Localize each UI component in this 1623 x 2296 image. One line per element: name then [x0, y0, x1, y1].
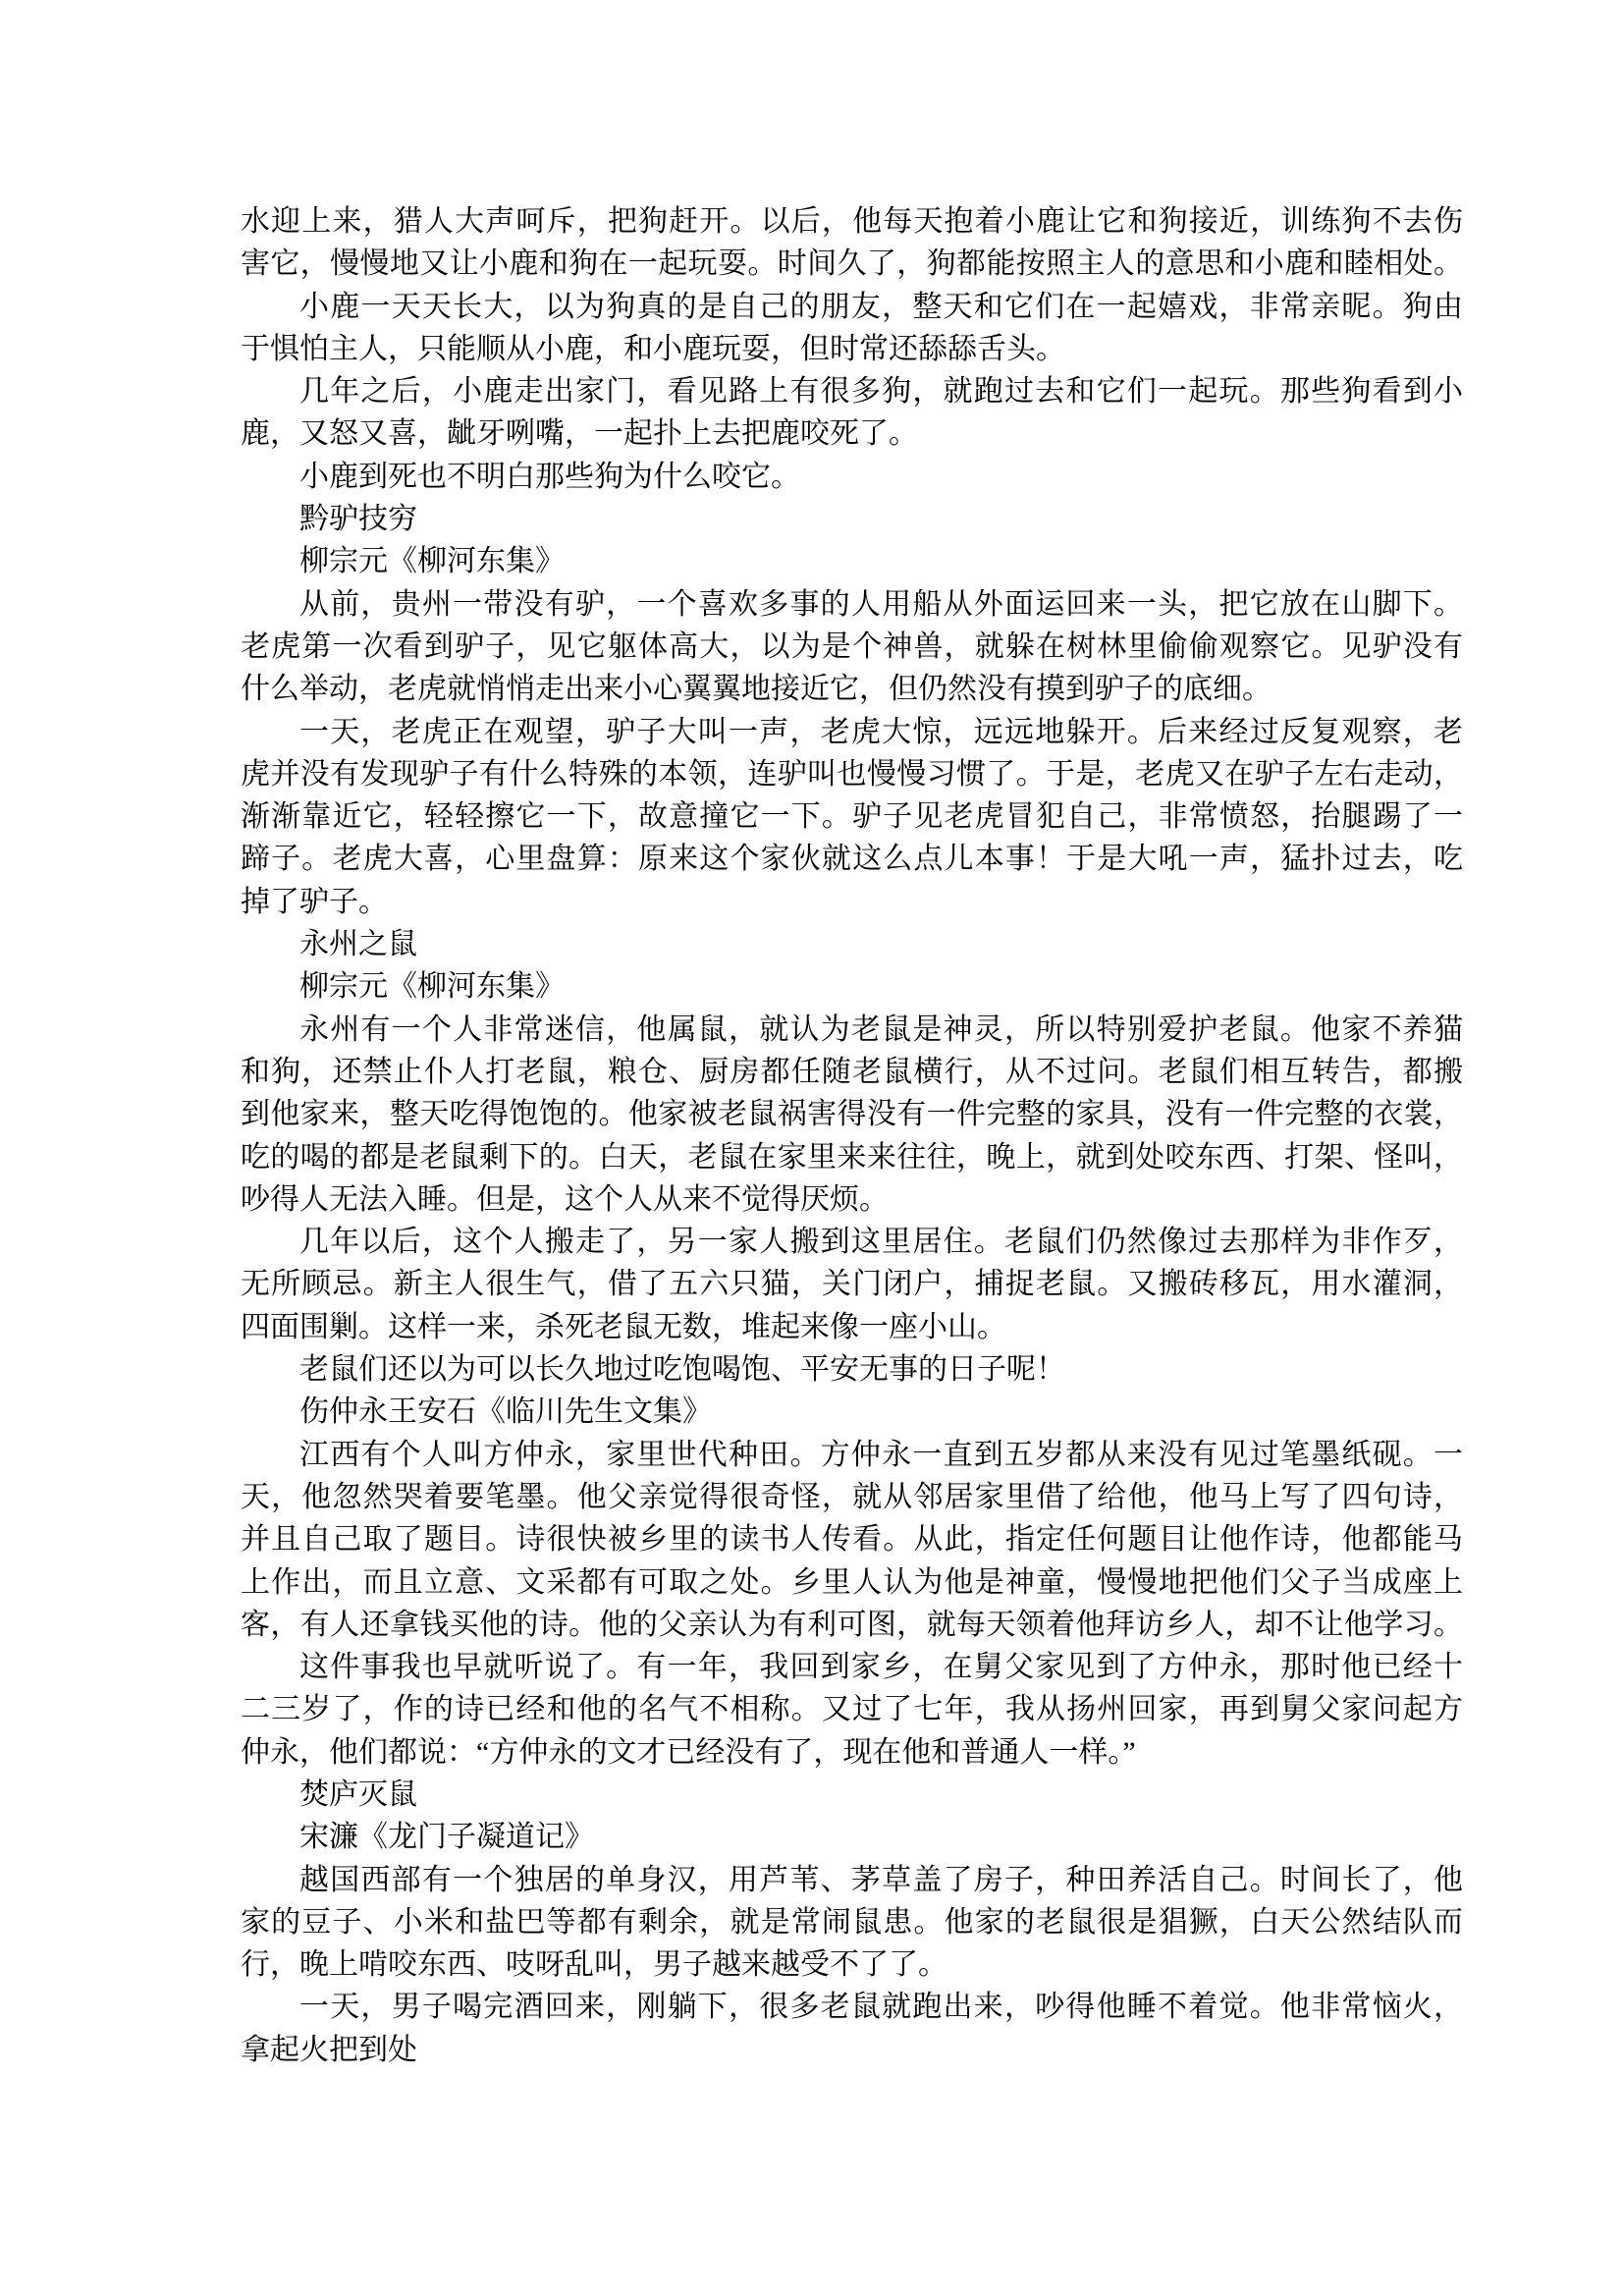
text-line: 蹄子。老虎大喜，心里盘算：原来这个家伙就这么点儿本事！于是大吼一声，猛扑过去，吃	[241, 843, 1463, 876]
text-line: 天，他忽然哭着要笔墨。他父亲觉得很奇怪，就从邻居家里借了给他，他马上写了四句诗，	[241, 1480, 1463, 1513]
text-line: 老虎第一次看到驴子，见它躯体高大，以为是个神兽，就躲在树林里偷偷观察它。见驴没有	[241, 629, 1463, 663]
text-line: 黔驴技穷	[299, 503, 417, 536]
text-line: 永州之鼠	[299, 928, 417, 961]
text-line: 几年以后，这个人搬走了，另一家人搬到这里居住。老鼠们仍然像过去那样为非作歹，	[299, 1226, 1463, 1259]
text-line: 一天，老虎正在观望，驴子大叫一声，老虎大惊，远远地躲开。后来经过反复观察，老	[299, 715, 1463, 748]
text-line: 柳宗元《柳河东集》	[299, 970, 565, 1004]
text-line: 到他家来，整天吃得饱饱的。他家被老鼠祸害得没有一件完整的家具，没有一件完整的衣裳，	[241, 1098, 1463, 1131]
text-line: 并且自己取了题目。诗很快被乡里的读书人传看。从此，指定任何题目让他作诗，他都能马	[241, 1523, 1463, 1557]
text-line: 吃的喝的都是老鼠剩下的。白天，老鼠在家里来来往往，晚上，就到处咬东西、打架、怪叫，	[241, 1140, 1463, 1174]
text-line: 行，晚上啃咬东西、吱呀乱叫，男子越来越受不了了。	[241, 1948, 947, 1982]
text-line: 柳宗元《柳河东集》	[299, 545, 565, 578]
text-line: 伤仲永王安石《临川先生文集》	[299, 1395, 712, 1429]
text-line: 这件事我也早就听说了。有一年，我回到家乡，在舅父家见到了方仲永，那时他已经十	[299, 1651, 1463, 1684]
text-line: 小鹿到死也不明白那些狗为什么咬它。	[299, 460, 800, 493]
text-line: 老鼠们还以为可以长久地过吃饱喝饱、平安无事的日子呢！	[299, 1353, 1065, 1387]
text-line: 一天，男子喝完酒回来，刚躺下，很多老鼠就跑出来，吵得他睡不着觉。他非常恼火，	[299, 1991, 1463, 2024]
text-line: 掉了驴子。	[241, 885, 388, 918]
text-line: 客，有人还拿钱买他的诗。他的父亲认为有利可图，就每天领着他拜访乡人，却不让他学习。	[241, 1608, 1463, 1641]
text-line: 家的豆子、小米和盐巴等都有剩余，就是常闹鼠患。他家的老鼠很是猖獗，白天公然结队而	[241, 1905, 1463, 1939]
text-line: 宋濂《龙门子凝道记》	[299, 1821, 594, 1854]
text-line: 什么举动，老虎就悄悄走出来小心翼翼地接近它，但仍然没有摸到驴子的底细。	[241, 673, 1271, 706]
text-line: 鹿，又怒又喜，龇牙咧嘴，一起扑上去把鹿咬死了。	[241, 417, 918, 451]
text-line: 吵得人无法入睡。但是，这个人从来不觉得厌烦。	[241, 1182, 889, 1216]
text-line: 四面围剿。这样一来，杀死老鼠无数，堆起来像一座小山。	[241, 1310, 1006, 1343]
text-line: 水迎上来，猎人大声呵斥，把狗赶开。以后，他每天抱着小鹿让它和狗接近，训练狗不去伤	[241, 205, 1463, 238]
text-line: 和狗，还禁止仆人打老鼠，粮仓、厨房都任随老鼠横行，从不过问。老鼠们相互转告，都搬	[241, 1055, 1463, 1088]
text-line: 无所顾忌。新主人很生气，借了五六只猫，关门闭户，捕捉老鼠。又搬砖移瓦，用水灌洞，	[241, 1268, 1463, 1301]
text-line: 焚庐灭鼠	[299, 1777, 417, 1811]
text-line: 上作出，而且立意、文采都有可取之处。乡里人认为他是神童，慢慢地把他们父子当成座上	[241, 1565, 1463, 1599]
text-line: 害它，慢慢地又让小鹿和狗在一起玩耍。时间久了，狗都能按照主人的意思和小鹿和睦相处。	[241, 247, 1463, 281]
text-line: 小鹿一天天长大，以为狗真的是自己的朋友，整天和它们在一起嬉戏，非常亲昵。狗由	[299, 290, 1463, 323]
text-line: 越国西部有一个独居的单身汉，用芦苇、茅草盖了房子，种田养活自己。时间长了，他	[299, 1863, 1463, 1896]
text-line: 江西有个人叫方仲永，家里世代种田。方仲永一直到五岁都从来没有见过笔墨纸砚。一	[299, 1438, 1463, 1471]
text-block	[241, 200, 1463, 2071]
text-line: 二三岁了，作的诗已经和他的名气不相称。又过了七年，我从扬州回家，再到舅父家问起方	[241, 1693, 1463, 1726]
text-line: 虎并没有发现驴子有什么特殊的本领，连驴叫也慢慢习惯了。于是，老虎又在驴子左右走动，	[241, 757, 1463, 791]
text-line: 拿起火把到处	[241, 2033, 417, 2066]
text-line: 从前，贵州一带没有驴，一个喜欢多事的人用船从外面运回来一头，把它放在山脚下。	[299, 587, 1463, 621]
text-line: 渐渐靠近它，轻轻擦它一下，故意撞它一下。驴子见老虎冒犯自己，非常愤怒，抬腿踢了一	[241, 800, 1463, 834]
text-line: 仲永，他们都说：“方仲永的文才已经没有了，现在他和普通人一样。”	[241, 1735, 1136, 1769]
text-line: 几年之后，小鹿走出家门，看见路上有很多狗，就跑过去和它们一起玩。那些狗看到小	[299, 375, 1463, 409]
text-line: 于惧怕主人，只能顺从小鹿，和小鹿玩耍，但时常还舔舔舌头。	[241, 332, 1065, 365]
text-line: 永州有一个人非常迷信，他属鼠，就认为老鼠是神灵，所以特别爱护老鼠。他家不养猫	[299, 1012, 1463, 1046]
